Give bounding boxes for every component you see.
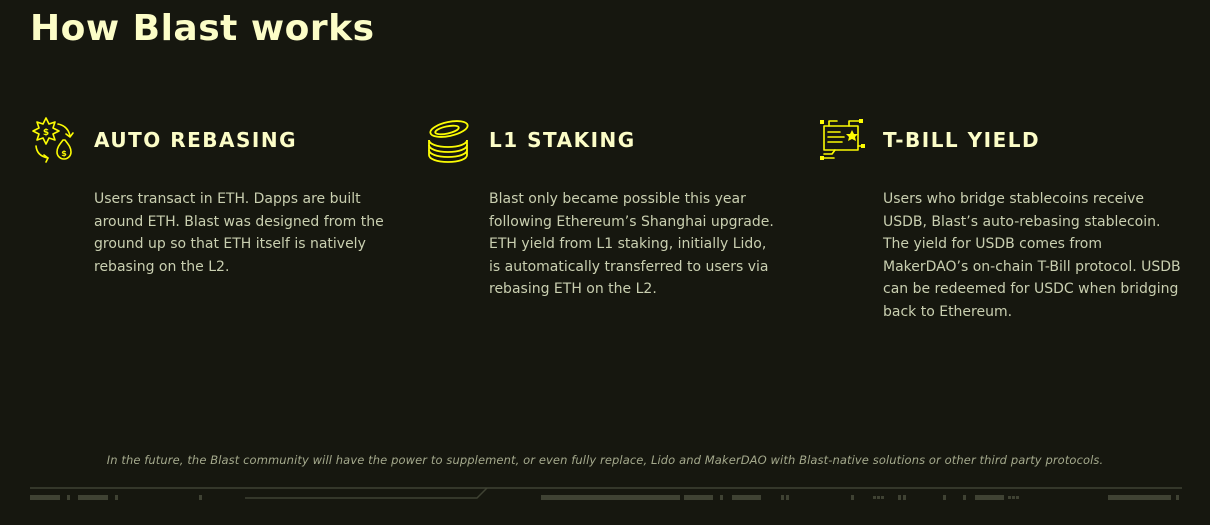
footnote: In the future, the Blast community will have the power to supplement, or even fully replace, Lido and MakerDAO with Blast-native solutions or other third party protocols.	[106, 453, 1104, 467]
feature-title: AUTO REBASING	[94, 128, 297, 152]
feature-title: T-BILL YIELD	[883, 128, 1041, 152]
feature-description: Users who bridge stablecoins receive USDB, Blast’s auto-rebasing stablecoin. The yield for USDB comes from MakerDAO’s on-chain T-Bill protocol. USDB can be redeemed for USDC when bridging back to Ethereum.	[883, 191, 1181, 320]
decorative-divider	[0, 484, 1210, 525]
coin-stack-icon	[425, 116, 473, 164]
feature-title: L1 STAKING	[489, 128, 636, 152]
page-title: How Blast works	[30, 8, 375, 49]
svg-text:$: $	[42, 128, 50, 138]
svg-text:$: $	[61, 149, 67, 158]
feature-description: Blast only became possible this year following Ethereum’s Shanghai upgrade. ETH yield from L1 staking, initially Lido, is automatically transferred to users via rebasing ETH on the L2.	[489, 191, 774, 297]
feature-description: Users transact in ETH. Dapps are built around ETH. Blast was designed from the ground up so that ETH itself is natively rebasing on the L2.	[94, 191, 384, 275]
t-bill-icon	[819, 116, 867, 164]
auto-rebasing-icon	[30, 116, 78, 164]
